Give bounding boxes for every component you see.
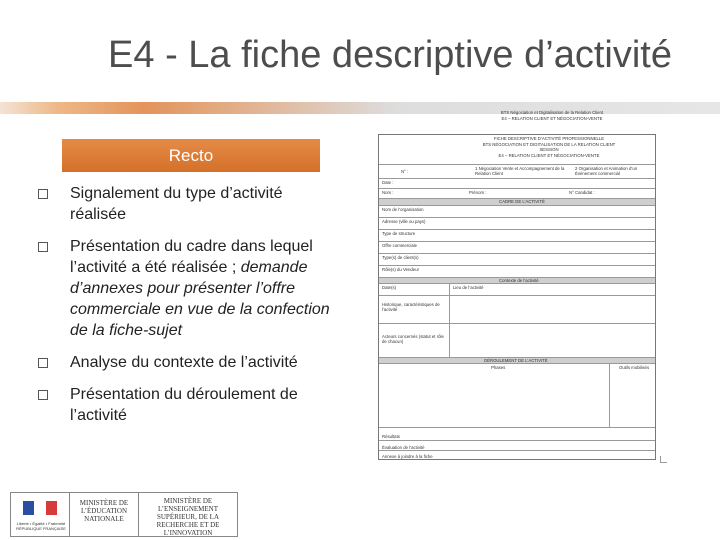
ministere-education-logo: MINISTÈRE DE L’ÉDUCATION NATIONALE bbox=[70, 492, 138, 537]
bullet-item bbox=[38, 352, 338, 373]
form-header-line: BTS Négociation et Digitalisation de la Relation Client bbox=[500, 110, 604, 115]
bullet-item bbox=[38, 183, 338, 225]
form-field-label: Rôle(s) du Vendeur bbox=[382, 267, 420, 272]
form-section-title: CADRE DE L’ACTIVITÉ bbox=[499, 199, 545, 204]
form-field-label: Date(s) bbox=[382, 285, 397, 290]
checkbox-bullet-icon bbox=[38, 189, 48, 199]
form-field-label: Nom de l’organisation bbox=[382, 207, 424, 212]
form-header-line: FICHE DESCRIPTIVE D’ACTIVITÉ PROFESSIONNELLE bbox=[493, 136, 605, 141]
form-check-1: 1 Négociation Vente et Accompagnement de la Relation Client bbox=[475, 166, 565, 176]
bullet-italic-text: demande d’annexes pour présenter l’offre commerciale en vue de la confection de la fiche-sujet bbox=[70, 259, 330, 339]
form-header bbox=[452, 110, 652, 121]
french-flag-icon bbox=[23, 501, 57, 515]
form-field-label: Type(s) de client(s) bbox=[382, 255, 419, 260]
form-section-title: DÉROULEMENT DE L’ACTIVITÉ bbox=[484, 358, 548, 363]
form-n-label: N° : bbox=[401, 169, 409, 174]
bullet-text: Analyse du contexte de l’activité bbox=[70, 354, 298, 371]
bullet-text: Présentation du cadre dans lequel l’activité a été réalisée ; bbox=[70, 238, 313, 276]
form-field-label: Historique, caractéristiques de l’activité bbox=[382, 302, 440, 312]
bullet-text: Présentation du déroulement de l’activité bbox=[70, 386, 298, 424]
form-field-row bbox=[379, 230, 655, 242]
form-column-divider bbox=[609, 364, 610, 428]
form-field-row bbox=[379, 284, 655, 296]
bullet-item bbox=[38, 236, 338, 341]
corner-mark bbox=[660, 456, 667, 463]
form-field-row bbox=[379, 451, 655, 461]
form-field-label: Offre commerciale bbox=[382, 243, 418, 248]
checkbox-bullet-icon bbox=[38, 358, 48, 368]
form-identity-row bbox=[379, 189, 655, 199]
form-field-row bbox=[379, 206, 655, 218]
logo-caption: Liberté • Égalité • Fraternité RÉPUBLIQUE FRANÇAISE bbox=[16, 521, 66, 531]
form-header-line: E4 – RELATION CLIENT ET NÉGOCIATION-VENTE bbox=[501, 115, 603, 121]
form-date-row bbox=[379, 179, 655, 189]
checkbox-bullet-icon bbox=[38, 242, 48, 252]
form-field-row bbox=[379, 254, 655, 266]
ministere-enseignement-logo: MINISTÈRE DE L’ENSEIGNEMENT SUPÉRIEUR, DE LA RECHERCHE ET DE L’INNOVATION bbox=[138, 492, 238, 537]
form-header-line: E4 – RELATION CLIENT ET NÉGOCIATION-VENTE bbox=[498, 152, 600, 158]
form-prenom-label: Prénom : bbox=[469, 190, 487, 195]
activity-form-thumbnail bbox=[372, 110, 662, 468]
form-section-title: Contexte de l’activité bbox=[499, 278, 539, 283]
form-field-row bbox=[379, 266, 655, 278]
bullet-text: Signalement du type d’activité réalisée bbox=[70, 185, 283, 223]
form-field-row bbox=[379, 296, 655, 324]
form-field-label: Phases bbox=[491, 365, 506, 370]
form-check-2: 2 Organisation et Animation d’un Évènement commercial bbox=[575, 166, 638, 176]
bullet-list bbox=[38, 183, 338, 437]
form-field-row bbox=[379, 218, 655, 230]
form-field-label: Annexe à joindre à la fiche bbox=[382, 454, 433, 459]
form-field-label: Évaluation de l’activité bbox=[382, 445, 425, 450]
form-field-row bbox=[379, 441, 655, 451]
form-field-label: Type de structure bbox=[382, 231, 416, 236]
form-field-label: Acteurs concernés (statut et rôle de chacun) bbox=[382, 334, 444, 344]
form-field-label: Outils mobilisés bbox=[619, 365, 650, 370]
form-header-line: SESSION bbox=[539, 147, 559, 152]
checkbox-bullet-icon bbox=[38, 390, 48, 400]
recto-label: Recto bbox=[62, 139, 320, 172]
slide-title: E4 - La fiche descriptive d’activité bbox=[108, 34, 672, 76]
form-field-label: Lieu de l’activité bbox=[453, 285, 484, 290]
bullet-item bbox=[38, 384, 338, 426]
form-date-label: Date : bbox=[382, 180, 394, 185]
form-nom-label: Nom : bbox=[382, 190, 394, 195]
form-field-label: Résultats bbox=[382, 434, 400, 439]
form-field-label: Adresse (ville ou pays) bbox=[382, 219, 426, 224]
form-field-row bbox=[379, 324, 655, 358]
form-type-row bbox=[379, 165, 655, 179]
form-candidat-label: N° Candidat : bbox=[569, 190, 595, 195]
form-section-header bbox=[379, 199, 655, 206]
form-column-divider bbox=[449, 284, 450, 358]
republique-francaise-logo bbox=[10, 492, 70, 537]
form-field-row bbox=[379, 242, 655, 254]
form-field-row bbox=[379, 428, 655, 441]
form-frame bbox=[378, 134, 656, 460]
form-phases-row bbox=[379, 364, 655, 428]
form-title-row bbox=[379, 135, 655, 165]
form-header-line: BTS NÉGOCIATION ET DIGITALISATION DE LA RELATION CLIENT bbox=[482, 141, 616, 147]
